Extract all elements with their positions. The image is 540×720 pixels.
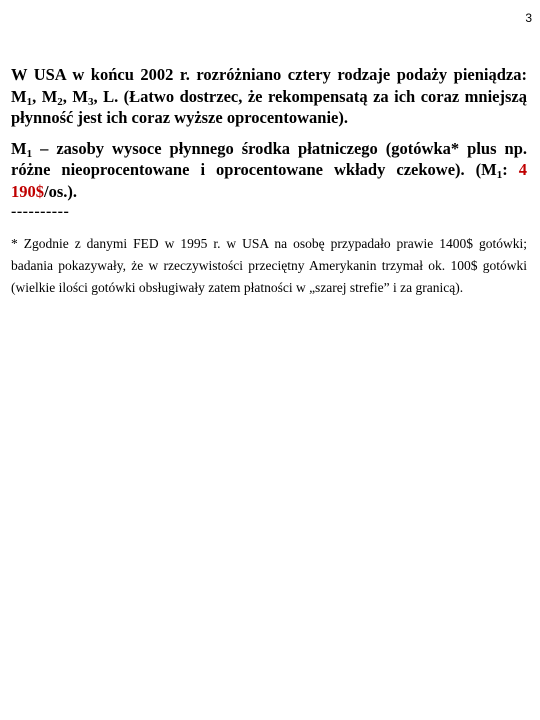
m1-value-highlight: 4 190$ (11, 160, 527, 201)
intro-sep-2: , M (62, 86, 88, 106)
m1-colon: : (502, 160, 519, 179)
footnote: * Zgodnie z danymi FED w 1995 r. w USA na osobę przypadało prawie 1400$ gotówki; badania pokazywały, że w rzeczywistości przeciętny Amerykanin trzymał ok. 100$ gotówki (wielkie ilości gotówki obsługiwały zatem płatności w „szarej strefie” i za granicą). (11, 236, 527, 295)
m1-symbol: M (11, 138, 27, 158)
page-number: 3 (525, 11, 532, 25)
m1-symbol-subscript: 1 (26, 147, 33, 160)
intro-sep-1: , M (32, 86, 58, 106)
m1-definition-text: – zasoby wysoce płynnego środka płatniczego (gotówka* plus np. różne nieoprocentowane i oprocentowane wkłady czekowe). (M (11, 138, 527, 179)
m1-value-subscript: 1 (496, 169, 503, 181)
intro-paragraph (11, 64, 527, 129)
m3-subscript: 3 (87, 95, 94, 108)
m1-definition-paragraph (11, 138, 527, 203)
intro-end: , L. (Łatwo dostrzec, że rekompensatą za ich coraz mniejszą płynność jest ich coraz wyższe oprocentowanie). (11, 86, 527, 127)
footnote-separator: ---------- (11, 203, 70, 220)
page-content (11, 64, 527, 313)
m1-subscript: 1 (26, 95, 33, 108)
m2-subscript: 2 (57, 95, 63, 108)
m1-value-unit: /os.). (44, 181, 77, 201)
intro-text: W USA w końcu 2002 r. rozróżniano cztery rodzaje podaży pieniądza: M (11, 65, 527, 106)
